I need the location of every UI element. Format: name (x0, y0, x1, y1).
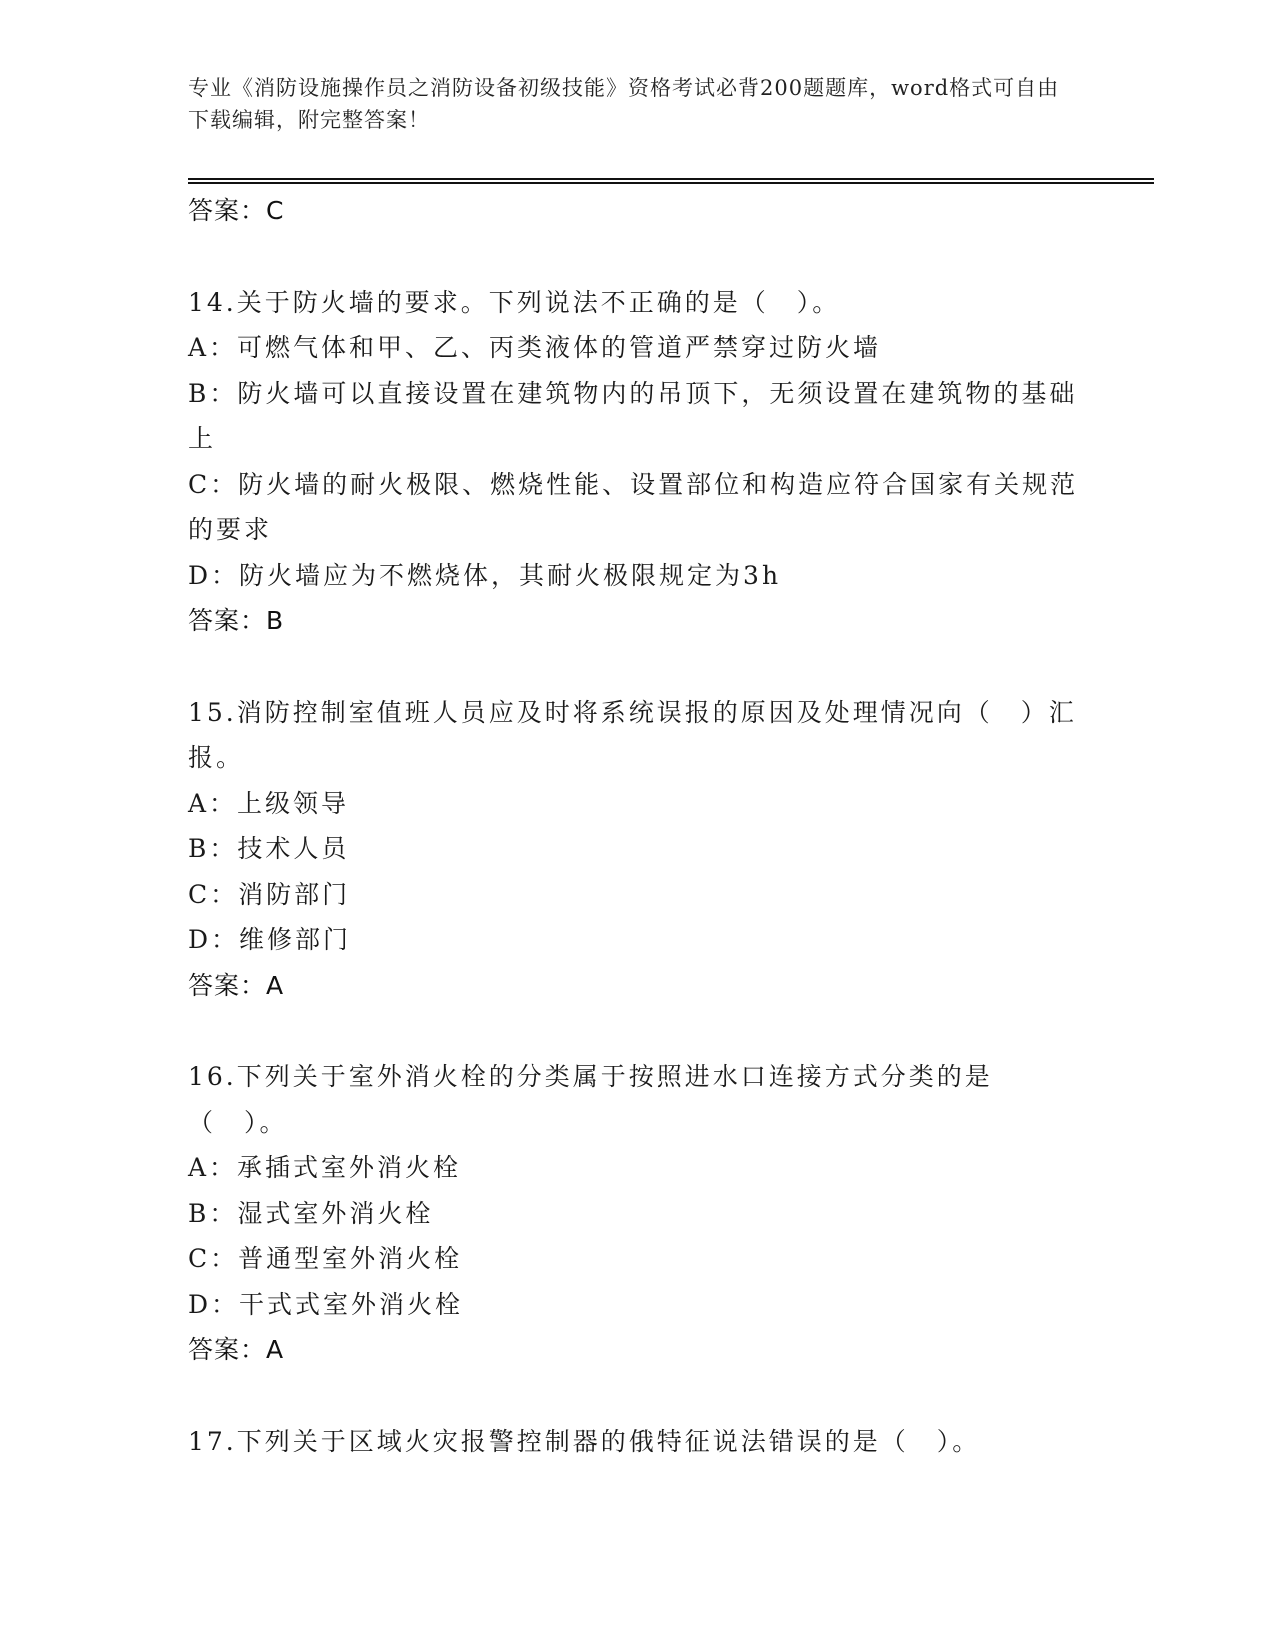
answer: 答案：B (188, 606, 285, 635)
spacer (188, 644, 1088, 690)
option-b: B：湿式室外消火栓 (188, 1198, 434, 1228)
question-stem: 16.下列关于室外消火栓的分类属于按照进水口连接方式分类的是（ ）。 (188, 1062, 993, 1137)
question-16 (188, 1054, 1088, 1373)
question-stem: 17.下列关于区域火灾报警控制器的俄特征说法错误的是（ ）。 (188, 1426, 981, 1456)
spacer (188, 1373, 1088, 1419)
previous-answer: 答案：C (188, 196, 285, 225)
answer: 答案：A (188, 970, 285, 1000)
question-15 (188, 690, 1088, 1009)
question-stem: 14.关于防火墙的要求。下列说法不正确的是（ ）。 (188, 287, 841, 317)
question-17 (188, 1419, 1088, 1465)
spacer (188, 1008, 1088, 1054)
spacer (188, 234, 1088, 280)
option-c: C：消防部门 (188, 879, 351, 909)
option-d: D：防火墙应为不燃烧体，其耐火极限规定为3h (188, 560, 782, 590)
question-stem: 15.消防控制室值班人员应及时将系统误报的原因及处理情况向（ ）汇报。 (188, 697, 1077, 772)
question-14 (188, 280, 1088, 644)
option-a: A：上级领导 (188, 788, 350, 818)
option-c: C：普通型室外消火栓 (188, 1244, 463, 1273)
option-b: B：防火墙可以直接设置在建筑物内的吊顶下，无须设置在建筑物的基础上 (188, 378, 1078, 453)
option-a: A：承插式室外消火栓 (188, 1153, 462, 1182)
header-divider-top (188, 178, 1154, 180)
question-content (188, 188, 1088, 1464)
option-d: D：干式式室外消火栓 (188, 1289, 464, 1319)
option-a: A：可燃气体和甲、乙、丙类液体的管道严禁穿过防火墙 (188, 333, 882, 362)
answer: 答案：A (188, 1335, 285, 1364)
document-header: 专业《消防设施操作员之消防设备初级技能》资格考试必背200题题库，word格式可自由下载编辑，附完整答案！ (188, 76, 1060, 132)
option-b: B：技术人员 (188, 834, 350, 863)
header-divider-bottom (188, 182, 1154, 184)
option-d: D：维修部门 (188, 925, 352, 954)
option-c: C：防火墙的耐火极限、燃烧性能、设置部位和构造应符合国家有关规范的要求 (188, 469, 1079, 544)
